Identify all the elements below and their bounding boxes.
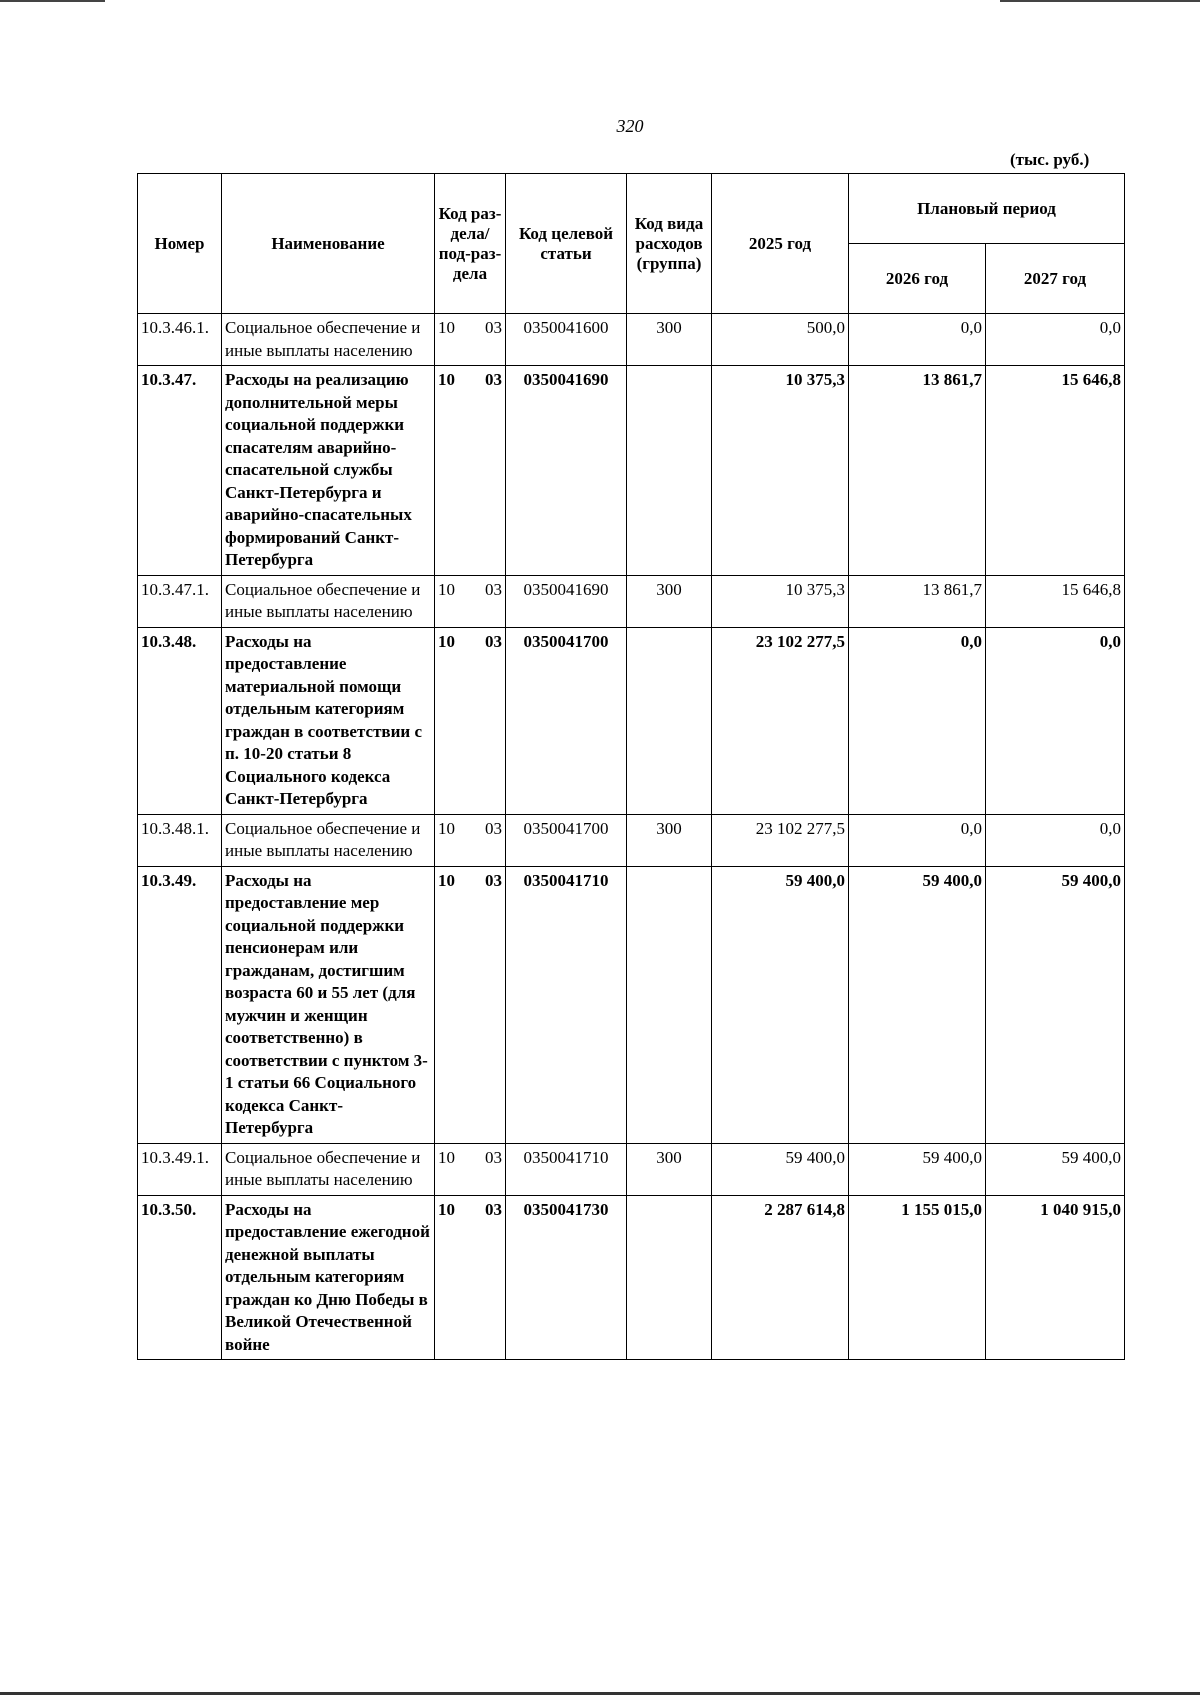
row-amount-2027: 0,0	[986, 627, 1125, 814]
table-row	[138, 1195, 1125, 1360]
row-amount-2027: 0,0	[986, 814, 1125, 866]
row-amount-2026: 59 400,0	[849, 866, 986, 1143]
row-amount-2025: 2 287 614,8	[712, 1195, 849, 1360]
row-expense-type	[627, 866, 712, 1143]
table-row	[138, 366, 1125, 576]
row-expense-type: 300	[627, 314, 712, 366]
row-section-code	[435, 366, 506, 576]
row-number: 10.3.49.	[138, 866, 222, 1143]
header-2027: 2027 год	[986, 244, 1125, 314]
header-2026: 2026 год	[849, 244, 986, 314]
row-name: Расходы на предоставление мер социальной поддержки пенсионерам или гражданам, достигшим возраста 60 и 55 лет (для мужчин и женщин соответственно) в соответствии с пунктом 3-1 статьи 66 Социального кодекса Санкт-Петербурга	[222, 866, 435, 1143]
row-section-code	[435, 575, 506, 627]
subsection-code: 03	[485, 370, 502, 389]
row-amount-2025: 500,0	[712, 314, 849, 366]
row-name: Социальное обеспечение и иные выплаты населению	[222, 814, 435, 866]
row-number: 10.3.48.1.	[138, 814, 222, 866]
row-target-code: 0350041700	[506, 814, 627, 866]
row-expense-type	[627, 366, 712, 576]
row-target-code: 0350041690	[506, 575, 627, 627]
row-expense-type	[627, 1195, 712, 1360]
row-section-code	[435, 627, 506, 814]
section-code: 10	[438, 370, 455, 389]
row-name: Расходы на предоставление ежегодной денежной выплаты отдельным категориям граждан ко Дню Победы в Великой Отечественной войне	[222, 1195, 435, 1360]
subsection-code: 03	[485, 1199, 502, 1219]
row-amount-2027: 59 400,0	[986, 1143, 1125, 1195]
header-name: Наименование	[222, 174, 435, 314]
row-amount-2027: 15 646,8	[986, 366, 1125, 576]
row-number: 10.3.47.	[138, 366, 222, 576]
row-expense-type: 300	[627, 575, 712, 627]
section-code: 10	[438, 631, 455, 651]
header-section: Код раз-дела/ под-раз-дела	[435, 174, 506, 314]
row-number: 10.3.49.1.	[138, 1143, 222, 1195]
row-target-code: 0350041700	[506, 627, 627, 814]
table-row	[138, 1143, 1125, 1195]
row-section-code	[435, 814, 506, 866]
row-amount-2026: 1 155 015,0	[849, 1195, 986, 1360]
row-amount-2027: 59 400,0	[986, 866, 1125, 1143]
row-amount-2027: 0,0	[986, 314, 1125, 366]
row-amount-2025: 59 400,0	[712, 1143, 849, 1195]
row-amount-2027: 15 646,8	[986, 575, 1125, 627]
row-amount-2025: 23 102 277,5	[712, 627, 849, 814]
row-name: Социальное обеспечение и иные выплаты населению	[222, 575, 435, 627]
row-amount-2026: 13 861,7	[849, 575, 986, 627]
header-2025: 2025 год	[712, 174, 849, 314]
table-row	[138, 866, 1125, 1143]
section-code: 10	[438, 318, 455, 337]
section-code: 10	[438, 818, 455, 838]
row-section-code	[435, 866, 506, 1143]
header-target: Код целевой статьи	[506, 174, 627, 314]
subsection-code: 03	[485, 579, 502, 599]
row-section-code	[435, 1143, 506, 1195]
row-expense-type: 300	[627, 814, 712, 866]
row-section-code	[435, 314, 506, 366]
subsection-code: 03	[485, 631, 502, 651]
row-name: Расходы на предоставление материальной помощи отдельным категориям граждан в соответствии с п. 10-20 статьи 8 Социального кодекса Санкт-Петербурга	[222, 627, 435, 814]
section-code: 10	[438, 1199, 455, 1219]
row-target-code: 0350041710	[506, 866, 627, 1143]
row-target-code: 0350041710	[506, 1143, 627, 1195]
section-code: 10	[438, 1147, 455, 1167]
table-row	[138, 627, 1125, 814]
header-exptype: Код вида расходов (группа)	[627, 174, 712, 314]
page-number: 320	[616, 116, 644, 136]
units-label: (тыс. руб.)	[1010, 150, 1090, 169]
table-row	[138, 314, 1125, 366]
row-name: Социальное обеспечение и иные выплаты населению	[222, 314, 435, 366]
subsection-code: 03	[485, 870, 502, 890]
header-planned-period: Плановый период	[849, 174, 1125, 244]
row-number: 10.3.46.1.	[138, 314, 222, 366]
row-amount-2025: 10 375,3	[712, 575, 849, 627]
row-target-code: 0350041690	[506, 366, 627, 576]
budget-table	[137, 173, 1125, 1360]
row-number: 10.3.48.	[138, 627, 222, 814]
subsection-code: 03	[485, 318, 502, 337]
top-border	[0, 0, 1200, 2]
table-row	[138, 814, 1125, 866]
subsection-code: 03	[485, 818, 502, 838]
row-expense-type: 300	[627, 1143, 712, 1195]
row-expense-type	[627, 627, 712, 814]
row-amount-2026: 59 400,0	[849, 1143, 986, 1195]
row-amount-2026: 13 861,7	[849, 366, 986, 576]
row-amount-2026: 0,0	[849, 814, 986, 866]
row-section-code	[435, 1195, 506, 1360]
subsection-code: 03	[485, 1147, 502, 1167]
row-amount-2027: 1 040 915,0	[986, 1195, 1125, 1360]
row-amount-2025: 23 102 277,5	[712, 814, 849, 866]
row-target-code: 0350041600	[506, 314, 627, 366]
row-amount-2026: 0,0	[849, 627, 986, 814]
section-code: 10	[438, 870, 455, 890]
row-target-code: 0350041730	[506, 1195, 627, 1360]
section-code: 10	[438, 579, 455, 599]
row-name: Расходы на реализацию дополнительной меры социальной поддержки спасателям аварийно-спасательной службы Санкт-Петербурга и аварийно-спасательных формирований Санкт-Петербурга	[222, 366, 435, 576]
header-number: Номер	[138, 174, 222, 314]
table-row	[138, 575, 1125, 627]
row-amount-2025: 59 400,0	[712, 866, 849, 1143]
row-amount-2026: 0,0	[849, 314, 986, 366]
row-name: Социальное обеспечение и иные выплаты населению	[222, 1143, 435, 1195]
row-number: 10.3.50.	[138, 1195, 222, 1360]
row-number: 10.3.47.1.	[138, 575, 222, 627]
table-body	[138, 314, 1125, 1360]
row-amount-2025: 10 375,3	[712, 366, 849, 576]
